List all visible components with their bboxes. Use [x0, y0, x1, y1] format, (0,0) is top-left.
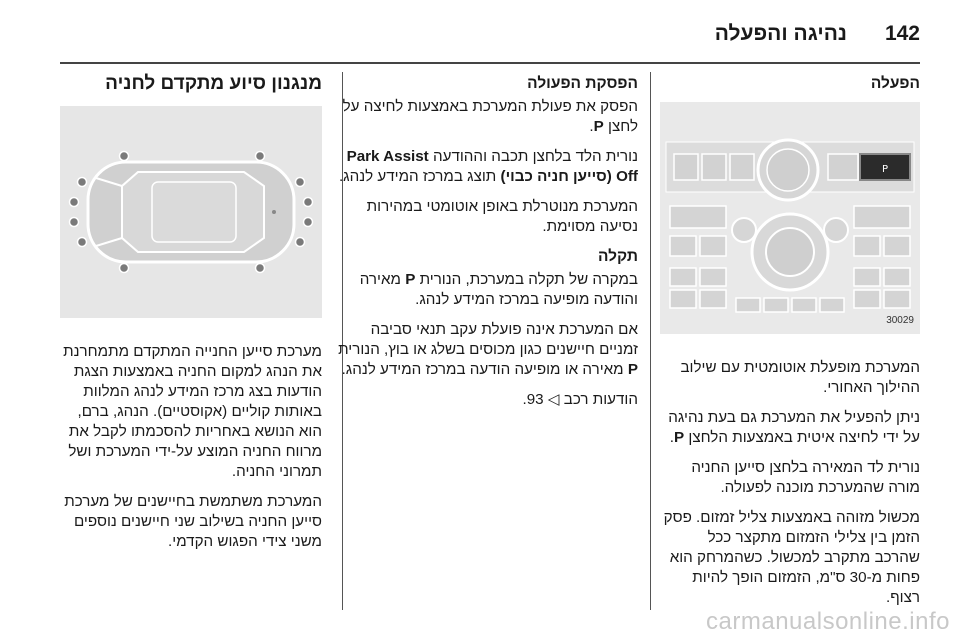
car-sensors-image [60, 106, 322, 318]
paragraph-text: הפסק את פעולת המערכת באמצעות לחיצה על לחצן [342, 98, 638, 135]
paragraph [332, 320, 638, 380]
display-message: Park Assist Off (סייען חניה כבוי) [346, 148, 638, 185]
paragraph-text: אם המערכת אינה פועלת עקב תנאי סביבה זמניים חיישנים כגון מכוסים בשלג או בוץ, הנורית [338, 321, 638, 358]
console-buttons-image [660, 102, 920, 334]
header-rule [60, 62, 920, 64]
paragraph-text: במקרה של תקלה במערכת, הנורית [419, 271, 638, 288]
park-assist-icon: P [674, 429, 685, 446]
page-number: 142 [884, 22, 920, 45]
paragraph-text: מאירה או מופיעה הודעה במרכז המידע לנהג. [341, 361, 624, 378]
paragraph [332, 97, 638, 137]
cross-reference: הודעות רכב ◁ 93. [522, 391, 638, 408]
paragraph: המערכת משתמשת בחיישנים של מערכת סייען החניה בשילוב שני חיישנים נוספים משני צידי הפגוש הקדמי. [64, 493, 322, 550]
page-header [40, 14, 920, 54]
ref-arrow-icon: ◁ [547, 391, 560, 408]
park-assist-icon: P [627, 361, 638, 378]
image-code: 30029 [886, 315, 914, 326]
center-console-illustration [660, 102, 920, 334]
column-advanced-park-assist [60, 74, 322, 562]
paragraph: מערכת סייען החנייה המתקדם מתמחרנת את הנהג למקום החניה באמצעות הצגת הודעות בצג מרכז המידע לנהג המלוות באותות קוליים (אקוסטיים). הנהג, ברם, הוא הנושא באחריות להסכמתו לקבל את מרווח החניה המוצע על-ידי המערכת ושל תמרוני החניה. [63, 343, 322, 480]
section-heading-advanced: מנגנון סיוע מתקדם לחניה [105, 73, 322, 94]
park-assist-icon: P [593, 118, 604, 135]
svg-text:P: P [881, 164, 889, 175]
watermark: carmanualsonline.info [706, 608, 950, 635]
paragraph-text: נורית הלד בלחצן תכבה וההודעה [432, 148, 638, 165]
paragraph-text: תוצג במרכז המידע לנהג. [338, 168, 497, 185]
paragraph: נורית לד המאירה בלחצן סייען החניה מורה שהמערכת מוכנה לפעולה. [691, 459, 920, 496]
column-divider-right [650, 72, 651, 610]
column-deactivation [332, 74, 638, 420]
paragraph: מכשול מזוהה באמצעות צליל זמזום. פסק הזמן בין צלילי הזמזום מתקצר ככל שהרכב מתקרב למכשול. כשהמרחק הוא פחות מ-30 ס"מ, הזמזום הופך להיות רצוף. [663, 509, 920, 606]
park-assist-icon: P [405, 271, 416, 288]
paragraph: המערכת מופעלת אוטומטית עם שילוב ההילוך האחורי. [680, 359, 920, 396]
reference-text: הודעות רכב [563, 391, 638, 408]
section-heading-fault: תקלה [598, 248, 638, 265]
section-heading-deactivation: הפסקת הפעולה [527, 75, 638, 92]
car-top-view-illustration [60, 106, 322, 318]
paragraph: המערכת מנוטרלת באופן אוטומטי במהירות נסיעה מסוימת. [366, 198, 638, 235]
paragraph-text: מאירה והודעה מופיעה במרכז המידע לנהג. [359, 271, 638, 308]
paragraph-end: . [669, 429, 675, 446]
chapter-title: נהיגה והפעלה [714, 22, 847, 45]
column-activation [658, 74, 920, 618]
reference-page: 93 [526, 391, 544, 408]
paragraph [332, 270, 638, 310]
section-heading-activation: הפעלה [870, 75, 920, 92]
paragraph [658, 408, 920, 448]
paragraph-end: . [589, 118, 594, 135]
paragraph-text: ניתן להפעיל את המערכת גם בעת נהיגה על ידי לחיצה איטית באמצעות הלחצן [668, 409, 920, 446]
paragraph [332, 147, 638, 187]
